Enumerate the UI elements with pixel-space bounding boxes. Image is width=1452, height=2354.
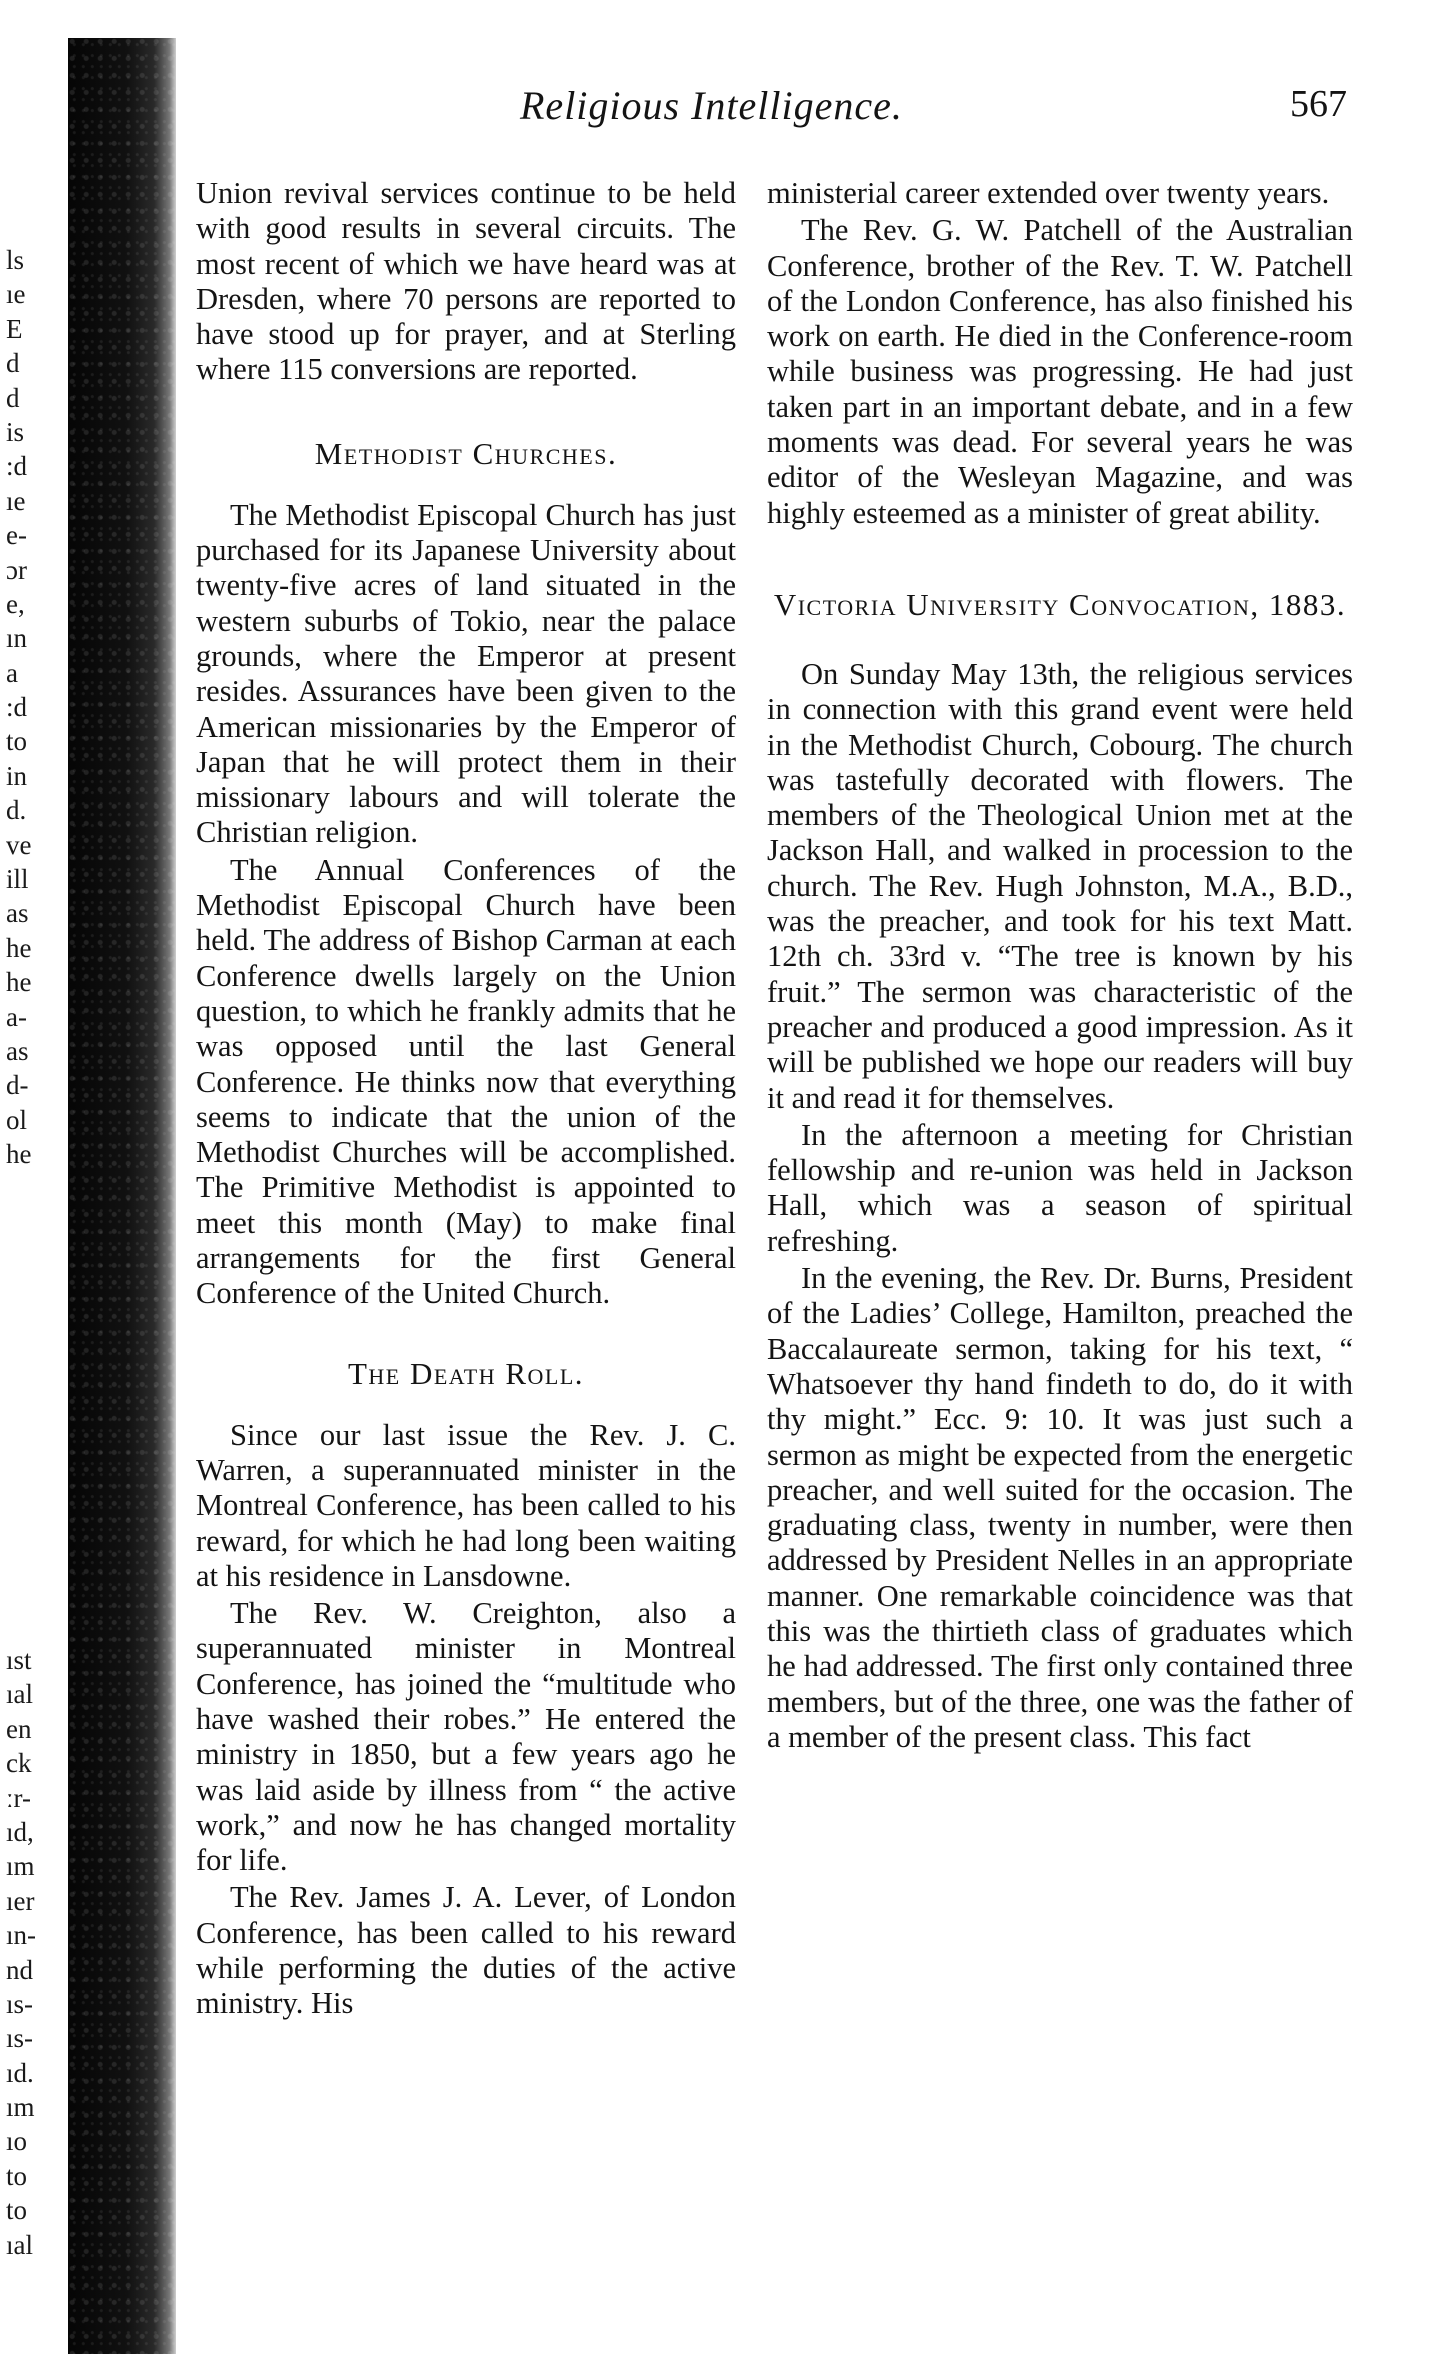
paragraph-union-revival: Union revival services continue to be held with good results in several circuits. The most recent of which we have heard was at Dresden, where 70 persons are reported to have stood up for prayer, and at Sterling where 115 conversions are reported.	[196, 176, 736, 387]
bleed-fragment: ıst	[6, 1645, 32, 1675]
running-title: Religious Intelligence.	[520, 83, 903, 128]
right-column	[767, 176, 1353, 1755]
bleed-fragment: ck	[6, 1748, 32, 1779]
bleed-fragment: ol	[6, 1104, 28, 1135]
bleed-fragment: ıs-	[6, 1988, 33, 2019]
bleed-fragment: d.	[6, 795, 27, 826]
paragraph-patchell: The Rev. G. W. Patchell of the Australian Conference, brother of the Rev. T. W. Patchell of the London Conference, has also finished his work on earth. He died in the Conference-room while business was progressing. He had just taken part in an important debate, and in a few moments was dead. For several years he was editor of the Wesleyan Magazine, and was highly esteemed as a minister of great ability.	[767, 213, 1353, 530]
bleed-fragment: ve	[6, 829, 32, 860]
bleed-fragment: ɔr	[6, 554, 27, 585]
bleed-fragment: en	[6, 1713, 32, 1744]
paragraph-ministerial-career: ministerial career extended over twenty years.	[767, 176, 1330, 210]
bleed-fragment: ıe	[6, 279, 26, 310]
binding-gutter	[68, 38, 176, 2354]
bleed-fragment: ıal	[6, 2229, 33, 2260]
bleed-fragment: a-	[6, 1001, 27, 1032]
bleed-fragments-upper	[6, 243, 31, 1172]
bleed-fragment: ıd,	[6, 1816, 34, 1847]
bleed-fragment: as	[6, 1035, 29, 1066]
heading-methodist-churches: Methodist Churches.	[314, 435, 618, 471]
bleed-fragment: in	[6, 760, 28, 791]
facing-page-bleed	[0, 0, 64, 2354]
bleed-fragment: :d	[6, 692, 28, 723]
bleed-fragment: ıal	[6, 1679, 33, 1710]
paragraph-sunday-services: On Sunday May 13th, the religious services in connection with this grand event were held in the Methodist Church, Cobourg. The church was tastefully decorated with flowers. The members of the Theological Union met at the Jackson Hall, and walked in procession to the church. The Rev. Hugh Johnston, M.A., B.D., was the preacher, and took for his text Matt. 12th ch. 33rd v. “The tree is known by his fruit.” The sermon was characteristic of the preacher and produced a good impression. As it will be published we hope our readers will buy it and read it for themselves.	[767, 656, 1353, 1115]
page-header	[0, 82, 1452, 130]
bleed-fragment: a	[6, 657, 18, 688]
bleed-fragment: ill	[6, 864, 29, 895]
page-number: 567	[1290, 83, 1347, 125]
bleed-fragment: E	[6, 313, 23, 344]
bleed-fragments-lower	[6, 1643, 36, 2262]
bleed-fragment: to	[6, 2160, 28, 2191]
bleed-fragment: ıo	[6, 2126, 28, 2157]
paragraph-afternoon-meeting: In the afternoon a meeting for Christian fellowship and re-union was held in Jackson Hall, which was a season of spiritual refreshing.	[767, 1117, 1353, 1258]
bleed-fragment: :d	[6, 451, 28, 482]
bleed-fragment: d-	[6, 1070, 29, 1101]
bleed-fragment: ls	[6, 245, 25, 275]
bleed-fragment: ıd.	[6, 2057, 34, 2088]
bleed-fragment: ım	[6, 2092, 35, 2123]
bleed-fragment: d	[6, 348, 20, 379]
bleed-fragment: ıe	[6, 485, 26, 516]
paragraph-creighton: The Rev. W. Creighton, also a superannuated minister in Montreal Conference, has joined the “multitude who have washed their robes.” He entered the ministry in 1850, but a few years ago he was laid aside by illness from “ the active work,” and now he has changed mortality for life.	[196, 1596, 736, 1878]
bleed-fragment: as	[6, 898, 29, 929]
bleed-fragment: d	[6, 382, 20, 413]
bleed-fragment: he	[6, 967, 32, 998]
bleed-fragment: he	[6, 1139, 32, 1170]
bleed-fragment: ım	[6, 1851, 35, 1882]
paragraph-episcopal-japan: The Methodist Episcopal Church has just purchased for its Japanese University about twenty-five acres of land situated in the western suburbs of Tokio, near the palace grounds, where the Emperor at present resides. Assurances have been given to the American missionaries by the Emperor of Japan that he will protect them in their missionary labours and will tolerate the Christian religion.	[196, 497, 736, 850]
paragraph-lever: The Rev. James J. A. Lever, of London Conference, has been called to his reward while performing the duties of the active ministry. His	[196, 1880, 736, 2021]
bleed-fragment: e-	[6, 520, 27, 551]
left-column	[196, 176, 736, 2022]
bleed-fragment: he	[6, 932, 32, 963]
bleed-fragment: is	[6, 416, 25, 447]
bleed-fragment: ːr-	[6, 1782, 31, 1813]
bleed-fragment: nd	[6, 1954, 33, 1985]
bleed-fragment: to	[6, 2195, 28, 2226]
paragraph-evening-sermon: In the evening, the Rev. Dr. Burns, President of the Ladies’ College, Hamilton, preached the Baccalaureate sermon, taking for his text, “ Whatsoever thy hand findeth to do, do it with thy might.” Ecc. 9: 10. It was just such a sermon as might be expected from the energetic preacher, and well suited for the occasion. The graduating class, twenty in number, were then addressed by President Nelles in an appropriate manner. One remarkable coincidence was that this was the thirtieth class of graduates which he had addressed. The first only contained three members, but of the three, one was the father of a member of the present class. This fact	[767, 1261, 1353, 1754]
heading-victoria-convocation: Victoria University Convocation, 1883.	[773, 586, 1347, 622]
bleed-fragment: ın	[6, 623, 28, 654]
bleed-fragment: ıs-	[6, 2023, 33, 2054]
paragraph-annual-conferences: The Annual Conferences of the Methodist Episcopal Church have been held. The address of Bishop Carman at each Conference dwells largely on the Union question, to which he frankly admits that he was opposed until the last General Conference. He thinks now that everything seems to indicate that the union of the Methodist Churches will be accomplished. The Primitive Methodist is appointed to meet this month (May) to make final arrangements for the first General Conference of the United Church.	[196, 852, 736, 1311]
bleed-fragment: ın-	[6, 1920, 36, 1951]
heading-death-roll: The Death Roll.	[347, 1355, 585, 1391]
bleed-fragment: ıer	[6, 1885, 35, 1916]
paragraph-warren: Since our last issue the Rev. J. C. Warren, a superannuated minister in the Montreal Conference, has been called to his reward, for which he had long been waiting at his residence in Lansdowne.	[196, 1417, 736, 1593]
bleed-fragment: e,	[6, 588, 25, 619]
bleed-fragment: to	[6, 726, 28, 757]
